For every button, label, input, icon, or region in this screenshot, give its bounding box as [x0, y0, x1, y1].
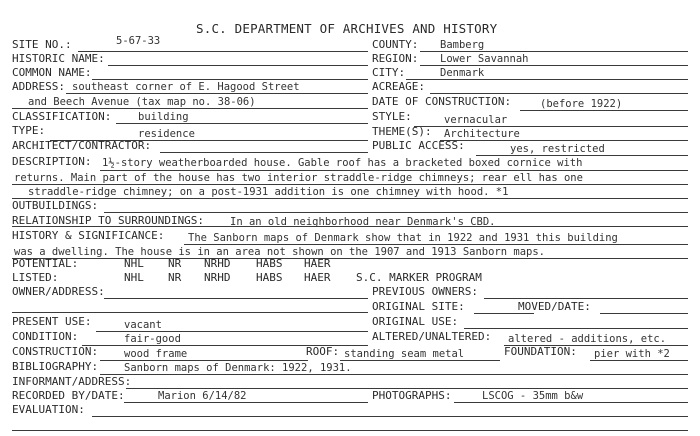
value-description-line1: 1½-story weatherboarded house. Gable roof has a bracketed boxed cornice with	[102, 157, 583, 169]
value-condition: fair-good	[124, 333, 181, 345]
potential-nrhd: NRHD	[204, 257, 231, 270]
value-present-use: vacant	[124, 319, 162, 331]
label-relationship: RELATIONSHIP TO SURROUNDINGS:	[12, 214, 205, 227]
label-site-no: SITE NO.:	[12, 38, 72, 51]
label-listed: LISTED:	[12, 271, 59, 284]
rule-history-1	[184, 244, 688, 245]
rule-history-2	[12, 258, 688, 259]
label-foundation: FOUNDATION:	[504, 345, 577, 358]
value-county: Bamberg	[440, 39, 485, 51]
value-style: vernacular	[444, 114, 508, 126]
label-common-name: COMMON NAME:	[12, 66, 92, 79]
value-altered: altered - additions, etc.	[508, 333, 667, 345]
value-recorded: Marion 6/14/82	[158, 390, 247, 402]
rule-style	[414, 126, 688, 127]
label-region: REGION:	[372, 52, 419, 65]
label-history: HISTORY & SIGNIFICANCE:	[12, 229, 165, 242]
value-history-line1: The Sanborn maps of Denmark show that in 1922 and 1931 this building	[188, 232, 618, 244]
value-construction: wood frame	[124, 348, 188, 360]
listed-nr: NR	[168, 271, 182, 284]
value-bibliography: Sanborn maps of Denmark: 1922, 1931.	[124, 362, 352, 374]
label-style: STYLE:	[372, 110, 412, 123]
rule-common-name	[92, 79, 368, 80]
label-potential: POTENTIAL:	[12, 257, 79, 270]
label-architect: ARCHITECT/CONTRACTOR:	[12, 139, 152, 152]
label-previous-owners: PREVIOUS OWNERS:	[372, 285, 478, 298]
rule-outbuildings	[104, 212, 688, 213]
rule-recorded	[124, 402, 368, 403]
rule-original-use	[464, 328, 688, 329]
rule-description-3	[12, 198, 688, 199]
label-classification: CLASSIFICATION:	[12, 110, 112, 123]
value-description-line2: returns. Main part of the house has two interior straddle-ridge chimneys; rear ell has one	[14, 172, 583, 184]
label-public-access: PUBLIC ACCESS:	[372, 139, 465, 152]
label-type: TYPE:	[12, 124, 46, 137]
label-altered: ALTERED/UNALTERED:	[372, 330, 492, 343]
label-condition: CONDITION:	[12, 330, 79, 343]
rule-region	[420, 65, 688, 66]
rule-owner-1	[104, 298, 368, 299]
rule-historic-name	[108, 65, 368, 66]
label-themes: THEME(S):	[372, 125, 432, 138]
rule-construction	[100, 360, 308, 361]
label-present-use: PRESENT USE:	[12, 315, 92, 328]
value-date-construction: (before 1922)	[540, 98, 623, 110]
rule-roof	[340, 360, 500, 361]
value-region: Lower Savannah	[440, 53, 529, 65]
label-historic-name: HISTORIC NAME:	[12, 52, 105, 65]
value-type: residence	[138, 128, 195, 140]
label-informant: INFORMANT/ADDRESS:	[12, 375, 132, 388]
potential-haer: HAER	[304, 257, 331, 270]
listed-habs: HABS	[256, 271, 283, 284]
rule-description-2	[12, 184, 688, 185]
rule-owner-2	[12, 312, 368, 313]
listed-haer: HAER	[304, 271, 331, 284]
rule-evaluation-1	[92, 416, 688, 417]
rule-bibliography	[100, 374, 688, 375]
value-address-line1: southeast corner of E. Hagood Street	[72, 81, 300, 93]
potential-nhl: NHL	[124, 257, 144, 270]
value-public-access: yes, restricted	[510, 143, 605, 155]
rule-address-2	[12, 108, 368, 109]
rule-acreage	[430, 93, 688, 94]
rule-present-use	[96, 331, 368, 332]
label-city: CITY:	[372, 66, 406, 79]
rule-site-no	[78, 51, 368, 52]
rule-foundation	[590, 360, 688, 361]
label-roof: ROOF:	[306, 345, 340, 358]
label-description: DESCRIPTION:	[12, 155, 92, 168]
value-foundation: pier with *2	[594, 348, 670, 360]
potential-habs: HABS	[256, 257, 283, 270]
value-address-line2: and Beech Avenue (tax map no. 38-06)	[28, 96, 256, 108]
value-description-line3: straddle-ridge chimney; on a post-1931 addition is one chimney with hood. *1	[28, 186, 509, 198]
label-original-use: ORIGINAL USE:	[372, 315, 459, 328]
rule-previous-owners	[484, 298, 688, 299]
label-county: COUNTY:	[372, 38, 419, 51]
label-evaluation: EVALUATION:	[12, 403, 85, 416]
label-address: ADDRESS:	[12, 80, 65, 93]
rule-address-1	[66, 93, 368, 94]
rule-evaluation-2	[12, 430, 688, 431]
value-relationship: In an old neighborhood near Denmark's CBD.	[230, 216, 496, 228]
label-original-site: ORIGINAL SITE:	[372, 300, 465, 313]
rule-architect	[160, 152, 368, 153]
rule-original-site	[474, 313, 534, 314]
form-title: S.C. DEPARTMENT OF ARCHIVES AND HISTORY	[196, 21, 498, 36]
value-roof: standing seam metal	[344, 348, 465, 360]
label-moved-date: MOVED/DATE:	[518, 300, 591, 313]
label-outbuildings: OUTBUILDINGS:	[12, 199, 99, 212]
label-date-construction: DATE OF CONSTRUCTION:	[372, 95, 512, 108]
potential-nr: NR	[168, 257, 182, 270]
value-classification: building	[138, 111, 189, 123]
rule-city	[406, 79, 688, 80]
label-bibliography: BIBLIOGRAPHY:	[12, 360, 99, 373]
rule-classification	[116, 123, 368, 124]
label-owner-address: OWNER/ADDRESS:	[12, 285, 105, 298]
label-photographs: PHOTOGRAPHS:	[372, 389, 452, 402]
rule-moved-date	[600, 313, 688, 314]
listed-nrhd: NRHD	[204, 271, 231, 284]
label-acreage: ACREAGE:	[372, 80, 425, 93]
rule-description-1	[100, 170, 688, 171]
listed-nhl: NHL	[124, 271, 144, 284]
value-photographs: LSCOG - 35mm b&w	[482, 390, 584, 402]
rule-date-construction	[520, 110, 688, 111]
value-site-no: 5-67-33	[116, 35, 161, 47]
label-recorded: RECORDED BY/DATE:	[12, 389, 125, 402]
label-marker-program: S.C. MARKER PROGRAM	[356, 271, 482, 284]
rule-public-access	[476, 155, 688, 156]
rule-themes	[440, 140, 688, 141]
rule-photographs	[454, 402, 688, 403]
value-history-line2: was a dwelling. The house is in an area not shown on the 1907 and 1913 Sanborn maps.	[14, 246, 546, 258]
label-construction: CONSTRUCTION:	[12, 345, 99, 358]
value-city: Denmark	[440, 67, 485, 79]
value-themes: Architecture	[444, 128, 520, 140]
rule-county	[420, 51, 688, 52]
